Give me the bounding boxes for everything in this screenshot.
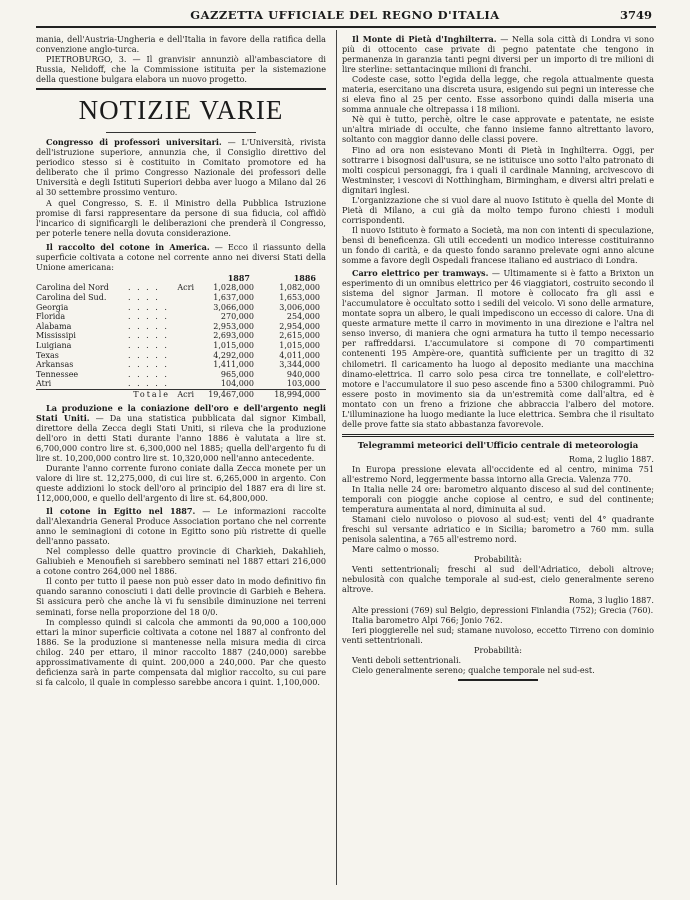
value-1886: 1,015,000 bbox=[279, 341, 320, 350]
tele-paragraph-2: In Italia nelle 24 ore: barometro alquanto disceso al sud del continente; temporali con pioggie anche copiose al centro, e sud del continente; temperatura aumentata al nord, diminuita al sud. bbox=[342, 484, 654, 515]
oro-title: La produzione e la coniazione dell'oro e dell'argento negli Stati Uniti. bbox=[36, 402, 326, 423]
value-1887: 270,000 bbox=[220, 312, 254, 322]
acres-unit bbox=[170, 322, 194, 332]
congresso-title: Congresso di professori universitari. bbox=[46, 137, 222, 148]
cotton-table-row bbox=[36, 351, 326, 361]
cotone-text: — Ecco il riassunto della superficie coltivata a cotone nel corrente anno nei diversi Stati della Unione americana: bbox=[36, 241, 327, 272]
state-name: Florida bbox=[36, 312, 66, 322]
state-name: Georgia bbox=[36, 302, 69, 312]
cotton-table-row bbox=[36, 303, 326, 313]
cotton-table-header bbox=[36, 274, 326, 284]
state-name: Alabama bbox=[36, 321, 72, 331]
value-1886: 2,615,000 bbox=[279, 331, 320, 341]
leader-dots: . . . . . bbox=[128, 360, 169, 370]
value-1886: 254,000 bbox=[286, 312, 320, 322]
tele-paragraph-6: Alte pressioni (769) sul Belgio, depressioni Finlandia (752); Grecia (760). bbox=[352, 604, 654, 615]
acres-unit: Acri bbox=[177, 283, 194, 293]
leader-dots: . . . . . bbox=[128, 341, 169, 350]
header-rule bbox=[36, 26, 656, 28]
dateline-3-luglio: Roma, 3 luglio 1887. bbox=[568, 594, 654, 605]
egitto-paragraph-3: Il conto per tutto il paese non può esser dato in modo definitivo fin quando saranno conosciuti i dati delle provincie di Garbieh e Behera. Si assicura però che anche là vi fu sensibile diminuzione nei terreni seminati, forse nella proporzione del 18 0/0. bbox=[36, 576, 326, 617]
value-1886: 1,653,000 bbox=[279, 293, 320, 303]
value-1887: 4,292,000 bbox=[213, 350, 254, 360]
tele-paragraph-3: Stamani cielo nuvoloso o piovoso al sud-est; venti del 4° quadrante freschi sul versante adriatico e in Sicilia; barometro a 760 mm. sulla penisola salentina, a 765 all'estremo nord. bbox=[342, 514, 654, 545]
section-rule bbox=[36, 88, 326, 90]
egitto-paragraph-4: In complesso quindi si calcola che ammonti da 90,000 a 100,000 ettari la minor superficie coltivata a cotone nel 1887 al confronto del 1886. Se la produzione si mantenesse nella misura media di circa chilog. 240 per ettaro, il minor raccolto 1887 (240,000) sarebbe approssimativamente di quint. 200,000 a 240,000. Par che questo deficienza sarà in parte compensata dal miglior raccolto, su cui pare si fa calcolo, il quale in complesso sarebbe ancora i quint. 1,100,000. bbox=[36, 616, 326, 687]
total-unit: Acri bbox=[170, 389, 194, 399]
cotton-table bbox=[36, 274, 326, 400]
congresso-text: — L'Università, rivista dell'istruzione superiore, annunzia che, il Consiglio direttivo del periodico stesso si è costituito in Comitato promotore ed ha deliberato che il primo Congresso Nazionale dei professori delle Università e degli Istituti Superiori debba aver luogo a Milano dal 26 al 30 settembre prossimo venturo. bbox=[36, 137, 326, 198]
leader-dots: . . . . bbox=[128, 293, 160, 303]
leader-dots: . . . . . bbox=[128, 321, 169, 331]
monte-title: Il Monte di Pietà d'Inghilterra. bbox=[352, 34, 497, 44]
cotone-title: Il raccolto del cotone in America. bbox=[46, 241, 210, 252]
egitto-paragraph-2: Nel complesso delle quattro provincie di Charkieh, Dakahlieh, Galiubieh e Menoufieh si sarebbero seminati nel 1887 ettari 216,000 a cotone contro 264,000 nel 1886. bbox=[36, 546, 326, 577]
value-1886: 3,006,000 bbox=[279, 302, 320, 312]
oro-text: — Da una statistica pubblicata dal signor Kimball, direttore della Zecca degli Stati Uniti, si rileva che la produzione dell'oro in detti Stati durante l'anno 1886 è valutata a lire st. 6,700,000 contro lire st. 6,300,000 nel 1885; quella dell'argento fu di lire st. 10,200,000 contro lire st. 10,320,000 nell'anno antecedente. bbox=[36, 412, 327, 463]
pietroburgo-paragraph: PIETROBURGO, 3. — Il granvisir annunziò all'ambasciatore di Russia, Nelidoff, che la Commissione istituita per la sistemazione della questione bulgara elabora un nuovo progetto. bbox=[36, 54, 326, 85]
state-name: Tennessee bbox=[36, 369, 79, 379]
carro-text: — Ultimamente si è fatto a Brixton un esperimento di un omnibus elettrico per 46 viaggiatori, costruito secondo il sistema del signor Jarman. Il motore è collocato fra gli assi e l'accumulatore è occultato sotto i sedili del veicolo. Vi sono delle armature, montate sopra un albero, le quali impediscono un eccesso di calore. Una di queste armature mette il carro in movimento in una direzione e l'altra nel senso inverso, di maniera che ogni armatura ha tutto il tempo necessario per raffreddarsi. L'accumulatore si compone di 70 compartimenti contenenti 195 Ampère-ore, quantità sufficiente per un tragitto di 32 chilometri. Il caricamento ha luogo al deposito mediante una macchina dinamo-elettrica. Il carro solo pesa circa tre tonnellate, e coll'elettro-motore e l'accumulatore il suo peso ascende fino a 5300 chilogrammi. Può essere posto in movimento sia da un'estremità come dall'altra, ed è montato con un freno a frizione che abbraccia l'albero del motore. L'illuminazione ha luogo mediante la luce elettrica. Sembra che il risultato delle prove fatte sia stato abbastanza favorevole. bbox=[342, 268, 654, 429]
notizie-varie-heading: NOTIZIE VARIE bbox=[78, 95, 284, 126]
column-divider bbox=[336, 30, 337, 885]
monte-paragraph-2: Codeste case, sotto l'egida della legge, che regola attualmente questa materia, esercitano una discreta usura, esigendo sui pegni un interesse che si eleva fino al 25 per cento. Esse assorbono quindi dalla miseria una somma annuale che oltrepassa i 18 milioni. bbox=[342, 74, 654, 115]
acres-unit bbox=[170, 312, 194, 322]
congresso-paragraph-2: A quel Congresso, S. E. il Ministro della Pubblica Istruzione promise di farsi rappresentare da persone di sua fiducia, col affidò l'incarico di significargli le deliberazioni che prenderà il Congresso, per poterle tenere nella dovuta considerazione. bbox=[36, 197, 326, 238]
egitto-article bbox=[36, 506, 326, 546]
leader-dots: . . . . . bbox=[128, 369, 169, 379]
value-1886: 940,000 bbox=[286, 369, 320, 379]
monte-paragraph-6: Il nuovo Istituto è formato a Società, ma non con intenti di speculazione, bensì di beneficenza. Gli utili eccedenti un modico interesse costituiranno un fondo di carità, e da questo fondo saranno prelevate ogni anno alcune somme a favore degli Ospedali francese italiano ed austriaco di Londra. bbox=[342, 224, 654, 266]
tele-paragraph-10: Cielo generalmente sereno; qualche temporale nel sud-est. bbox=[352, 664, 595, 675]
cotton-total-row bbox=[36, 389, 326, 399]
value-1887: 1,411,000 bbox=[213, 360, 254, 370]
cotton-table-row bbox=[36, 379, 326, 389]
tele-paragraph-4: Mare calmo o mosso. bbox=[352, 544, 440, 555]
acres-unit bbox=[170, 351, 194, 361]
tele-paragraph-7: Italia barometro Alpi 766; Jonio 762. bbox=[352, 614, 503, 625]
value-1887: 2,953,000 bbox=[213, 321, 254, 331]
leader-dots: . . . . . bbox=[128, 331, 169, 341]
monte-paragraph-5: L'organizzazione che si vuol dare al nuovo Istituto è quella del Monte di Pietà di Milano, a cui già da molto tempo furono chiesti i moduli corrispondenti. bbox=[342, 194, 654, 225]
state-name: Carolina del Sud. bbox=[36, 293, 107, 303]
probabilita-label-2: Probabilità: bbox=[474, 644, 522, 655]
value-1887: 104,000 bbox=[220, 379, 254, 389]
oro-article bbox=[36, 403, 326, 463]
total-1887: 19,467,000 bbox=[194, 389, 260, 399]
year-1886: 1886 bbox=[293, 272, 316, 283]
cotone-article bbox=[36, 242, 326, 272]
acres-unit bbox=[170, 379, 194, 389]
tele-paragraph-1: In Europa pressione elevata all'occidente ed al centro, minima 751 all'estremo Nord, leggermente bassa intorno alla Grecia. Valenza 770. bbox=[342, 463, 654, 484]
state-name: Mississipi bbox=[36, 331, 76, 341]
leader-dots: . . . . . bbox=[128, 302, 169, 312]
carro-title: Carro elettrico per tramways. bbox=[352, 268, 489, 279]
egitto-title: Il cotone in Egitto nel 1887. bbox=[46, 506, 196, 517]
congresso-article bbox=[36, 137, 326, 197]
cotton-table-row bbox=[36, 331, 326, 341]
monte-text: — Nella sola città di Londra vi sono più di ottocento case private di pegno patentate che tengono in permanenza in garanzia tanti pegni diversi per un importo di tre milioni di lire sterline: settantacinque milioni di franchi. bbox=[342, 34, 655, 75]
tele-paragraph-5: Venti settentrionali; freschi al sud dell'Adriatico, deboli altrove; nebulosità con qualche temporale al sud-est, cielo generalmente sereno altrove. bbox=[342, 564, 654, 595]
oro-paragraph-2: Durante l'anno corrente furono coniate dalla Zecca monete per un valore di lire st. 12,275,000, di cui lire st. 6,265,000 in argento. Con queste addizioni lo stock dell'oro al principio del 1887 era di lire st. 112,000,000, e quello dell'argento di lire st. 64,800,000. bbox=[36, 462, 326, 503]
cotton-table-row bbox=[36, 293, 326, 303]
leader-dots: . . . . . bbox=[128, 379, 169, 389]
leader-dots: . . . . . bbox=[128, 350, 169, 360]
tele-paragraph-9: Venti deboli settentrionali. bbox=[352, 654, 462, 665]
probabilita-label-1: Probabilità: bbox=[474, 554, 522, 565]
acres-unit bbox=[170, 303, 194, 313]
cotton-table-row bbox=[36, 370, 326, 380]
page-number: 3749 bbox=[619, 8, 652, 22]
acres-unit bbox=[170, 360, 194, 370]
value-1887: 1,015,000 bbox=[213, 341, 254, 350]
gazette-title: GAZZETTA UFFICIALE DEL REGNO D'ITALIA bbox=[190, 8, 500, 22]
value-1886: 3,344,000 bbox=[279, 360, 320, 370]
value-1886: 103,000 bbox=[286, 379, 320, 389]
heading-rule bbox=[106, 132, 256, 133]
value-1887: 1,637,000 bbox=[213, 293, 254, 303]
state-name: Carolina del Nord bbox=[36, 283, 109, 293]
monte-paragraph-4: Fino ad ora non esistevano Monti di Pietà in Inghilterra. Oggi, per sottrarre i bisognosi dall'usura, se ne istituisce uno sotto l'alto patronato di molti cospicui personaggi, fra i quali il cardinale Manning, arcivescovo di Westminster, i vescovi di Notthingham, Birmingham, e diversi altri prelati e dignitari inglesi. bbox=[342, 144, 654, 195]
value-1886: 4,011,000 bbox=[279, 350, 320, 360]
value-1887: 2,693,000 bbox=[213, 331, 254, 341]
value-1887: 3,066,000 bbox=[213, 302, 254, 312]
value-1886: 1,082,000 bbox=[279, 283, 320, 293]
monte-article bbox=[342, 34, 654, 74]
leader-dots: . . . . . bbox=[128, 312, 169, 322]
value-1886: 2,954,000 bbox=[279, 321, 320, 331]
monte-paragraph-3: Nè qui è tutto, perchè, oltre le case approvate e patentate, ne esiste un'altra miriade di occulte, che fanno insieme fanno altrettanto lavoro, soltanto con maggior danno delle classi povere. bbox=[342, 114, 654, 145]
acres-unit bbox=[170, 341, 194, 351]
state-name: Atri bbox=[36, 379, 52, 389]
state-name: Luigiana bbox=[36, 341, 72, 350]
acres-unit bbox=[170, 293, 194, 303]
total-1886: 18,994,000 bbox=[260, 389, 326, 399]
end-rule bbox=[458, 679, 538, 681]
cotton-table-row bbox=[36, 283, 326, 293]
left-column bbox=[36, 34, 326, 687]
leader-dots: . . . . bbox=[128, 283, 160, 293]
tele-paragraph-8: Ieri pioggierelle nel sud; stamane nuvoloso, eccetto Tirreno con dominio venti settentrionali. bbox=[342, 624, 654, 645]
section-double-rule bbox=[342, 434, 654, 437]
total-label: Totale bbox=[128, 389, 170, 399]
cotton-table-row bbox=[36, 360, 326, 370]
cotton-table-row bbox=[36, 341, 326, 351]
telegrammi-title: Telegrammi meteorici dell'Ufficio centrale di meteorologia bbox=[357, 440, 639, 451]
egitto-text: — Le informazioni raccolte dall'Alexandria General Produce Association portano che nel corrente anno le seminagioni di cotone in Egitto sono più ristrette di quelle dell'anno passato. bbox=[36, 506, 326, 547]
acres-unit bbox=[170, 331, 194, 341]
carro-article bbox=[342, 268, 654, 429]
state-name: Texas bbox=[36, 350, 59, 360]
right-column bbox=[342, 34, 654, 681]
dateline-2-luglio: Roma, 2 luglio 1887. bbox=[568, 453, 654, 464]
cotton-table-row bbox=[36, 322, 326, 332]
cotton-table-row bbox=[36, 312, 326, 322]
state-name: Arkansas bbox=[36, 360, 74, 370]
value-1887: 965,000 bbox=[220, 369, 254, 379]
intro-paragraph: mania, dell'Austria-Ungheria e dell'Italia in favore della ratifica della convenzione anglo-turca. bbox=[36, 34, 326, 55]
year-1887: 1887 bbox=[227, 272, 250, 283]
acres-unit bbox=[170, 370, 194, 380]
value-1887: 1,028,000 bbox=[213, 283, 254, 293]
page-header bbox=[0, 8, 690, 26]
